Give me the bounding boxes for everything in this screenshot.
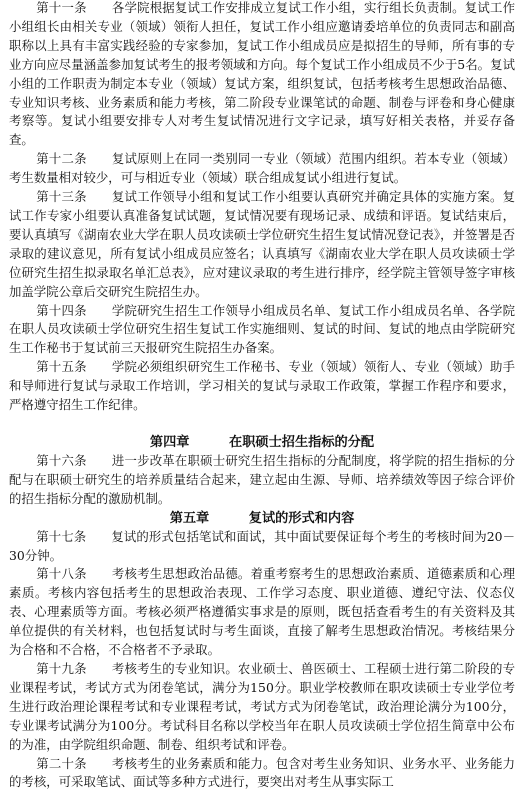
- section-gap: [9, 415, 515, 433]
- article-15: 第十五条 学院必须组织研究生工作秘书、专业（领域）领衔人、专业（领域）助手和导师进行复试与录取工作培训，学习相关的复试与录取工作政策，掌握工作程序和要求，严格遵守招生工作纪律。: [9, 359, 515, 413]
- article-19: 第十九条 考核考生的专业知识。农业硕士、兽医硕士、工程硕士进行第二阶段的专业课程考试，考试方式为闭卷笔试，满分为150分。职业学校教师在职攻读硕士专业学位考生进行政治理论课程考试和专业课程考试，考试方式为闭卷笔试，政治理论满分为100分，专业课考试满分为100分。考试科目名称以学校当年在职人员攻读硕士学位招生简章中公布的为准，由学院组织命题、制卷、组织考试和评卷。: [9, 661, 515, 752]
- article-11: 第十一条 各学院根据复试工作安排成立复试工作小组，实行组长负责制。复试工作小组组长由相关专业（领域）领衔人担任，复试工作小组应邀请委培单位的负责同志和副高职称以上具有丰富实践经验的专家参加，复试工作小组成员应是拟招生的导师，所有事的专业方向应尽量涵盖参加复试考生的报考领域和方向。每个复试工作小组成员不少于5名。复试小组的工作职责为制定本专业（领域）复试方案，组织复试，包括考核考生思想政治品德、专业知识考核、业务素质和能力考核，第二阶段专业课笔试的命题、制卷与评卷和身心健康考察等。复试小组要安排专人对考生复试情况进行文字记录，填写好相关表格，并妥存备查。: [9, 0, 515, 148]
- article-16: 第十六条 进一步改革在职硕士研究生招生指标的分配制度，将学院的招生指标的分配与在职硕士研究生的培养质量结合起来，建立起由生源、导师、培养绩效等因子综合评价的招生指标分配的激励机制。: [9, 452, 515, 506]
- article-18: 第十八条 考核考生思想政治品德。着重考察考生的思想政治素质、道德素质和心理素质。考核内容包括考生的思想政治表现、工作学习态度、职业道德、遵纪守法、仪态仪表、心理素质等方面。考核必须严格遵循实事求是的原则，既包括查看考生的有关资料及其单位提供的有关材料，也包括复试时与考生面谈，直接了解考生思想政治情况。考核结果分为合格和不合格，不合格者不予录取。: [9, 566, 515, 658]
- chapter-4-heading: 第四章 在职硕士招生指标的分配: [149, 434, 375, 450]
- chapter-5-heading: 第五章 复试的形式和内容: [169, 510, 355, 526]
- article-13: 第十三条 复试工作领导小组和复试工作小组要认真研究并确定具体的实施方案。复试工作专家小组要认真准备复试试题，复试情况要有现场记录、成绩和评语。复试结束后，要认真填写《湖南农业大学在职人员攻读硕士学位研究生招生复试情况登记表》，并签署是否录取的建议意见，所有复试小组成员应签名；认真填写《湖南农业大学在职人员攻读硕士学位研究生招生拟录取名单汇总表》，应对建议录取的考生进行排序，经学院主管领导签字审核加盖学院公章后交研究生院招生办。: [9, 189, 515, 299]
- article-14: 第十四条 学院研究生招生工作领导小组成员名单、复试工作小组成员名单、各学院在职人员攻读硕士学位研究生招生复试工作实施细则、复试的时间、复试的地点由学院研究生工作秘书于复试前三天报研究生院招生办备案。: [9, 302, 515, 356]
- article-17: 第十七条 复试的形式包括笔试和面试，其中面试要保证每个考生的考核时间为20－30分钟。: [9, 528, 515, 563]
- article-12: 第十二条 复试原则上在同一类别同一专业（领域）范围内组织。若本专业（领域）考生数量相对较少，可与相近专业（领域）联合组成复试小组进行复试。: [9, 151, 515, 186]
- article-20: 第二十条 考核考生的业务素质和能力。包含对考生业务知识、业务水平、业务能力的考核，可采取笔试、面试等多种方式进行，要突出对考生从事实际工: [9, 755, 515, 790]
